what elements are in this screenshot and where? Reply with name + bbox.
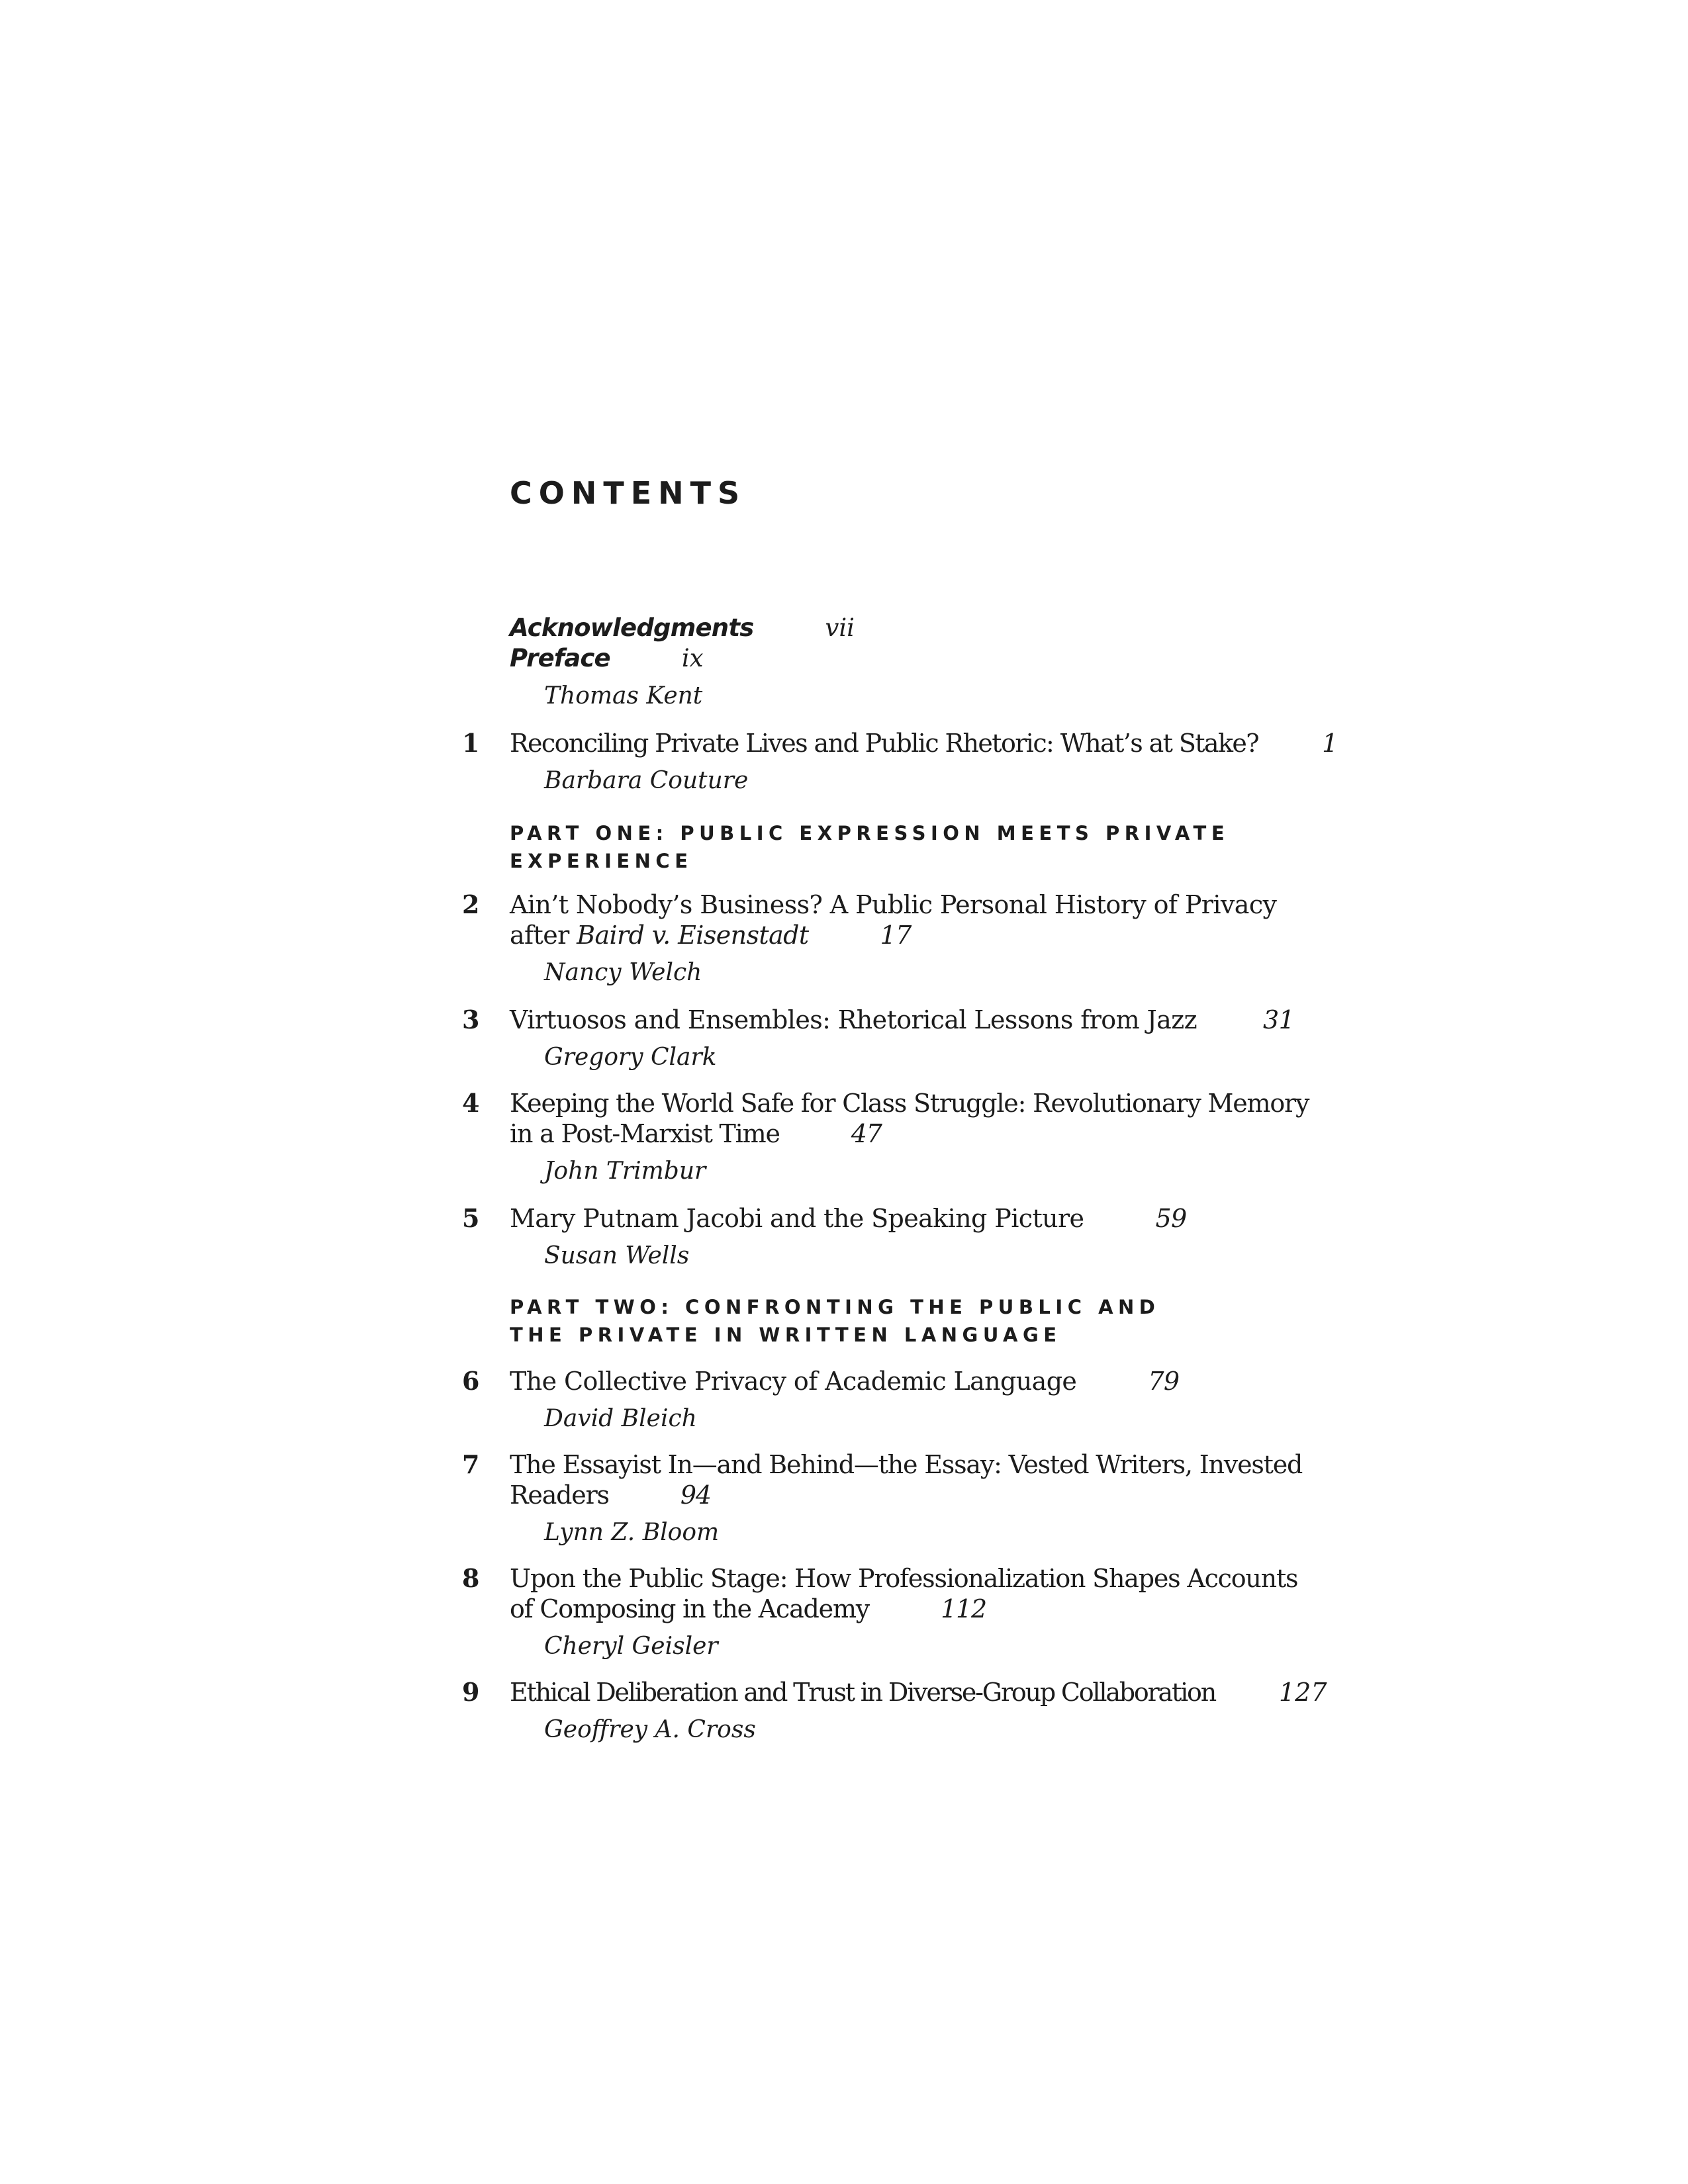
toc-entry-chapter-5[interactable] [510, 1203, 1278, 1234]
entry-title: Reconciling Private Lives and Public Rhetoric: What’s at Stake? [510, 729, 1259, 758]
contents-heading: CONTENTS [510, 475, 747, 511]
entry-author: John Trimbur [544, 1158, 706, 1185]
toc-entry-chapter-6[interactable] [510, 1366, 1278, 1396]
page-number: ix [681, 644, 704, 672]
toc-entry-preface[interactable] [510, 643, 704, 674]
entry-title: Mary Putnam Jacobi and the Speaking Picture [510, 1204, 1084, 1233]
page-number: 31 [1263, 1005, 1295, 1034]
entry-title: Virtuosos and Ensembles: Rhetorical Lessons from Jazz [510, 1005, 1197, 1034]
entry-title-text: in a Post-Marxist Time [510, 1119, 780, 1148]
page-number: 94 [680, 1480, 711, 1510]
toc-entry-chapter-2[interactable] [510, 889, 1278, 950]
chapter-number: 9 [462, 1677, 480, 1707]
toc-entry-acknowledgments[interactable] [510, 613, 855, 643]
entry-title-line [510, 1480, 1278, 1510]
page-number: 1 [1322, 729, 1337, 758]
part-heading-line: PART TWO: CONFRONTING THE PUBLIC AND [510, 1296, 1160, 1318]
case-name: Baird v. Eisenstadt [577, 921, 809, 950]
page-number: 59 [1155, 1204, 1187, 1233]
entry-title-line: Keeping the World Safe for Class Struggle: Revolutionary Memory [510, 1089, 1309, 1118]
chapter-number: 7 [462, 1449, 480, 1479]
page-number: 17 [880, 921, 912, 950]
page-number: 79 [1148, 1367, 1180, 1396]
entry-title: The Collective Privacy of Academic Language [510, 1367, 1077, 1396]
toc-entry-chapter-4[interactable] [510, 1088, 1309, 1149]
part-one-heading [510, 819, 1230, 875]
entry-author: Cheryl Geisler [544, 1633, 718, 1660]
entry-title-line [510, 1594, 1278, 1624]
entry-title-line: The Essayist In—and Behind—the Essay: Vested Writers, Invested [510, 1450, 1303, 1479]
entry-author: Thomas Kent [544, 682, 703, 709]
entry-author: Gregory Clark [544, 1044, 717, 1071]
entry-title-line: Ain’t Nobody’s Business? A Public Personal History of Privacy [510, 890, 1277, 919]
entry-title-text: of Composing in the Academy [510, 1594, 870, 1623]
entry-title: Preface [510, 644, 610, 672]
chapter-number: 6 [462, 1366, 480, 1396]
chapter-number: 8 [462, 1563, 480, 1593]
entry-title-line: Upon the Public Stage: How Professionalization Shapes Accounts [510, 1564, 1298, 1593]
entry-title-line [510, 1118, 1278, 1149]
entry-title-line [510, 920, 1278, 950]
entry-title: Acknowledgments [510, 614, 754, 642]
entry-title: Ethical Deliberation and Trust in Diverse-Group Collaboration [510, 1678, 1215, 1707]
entry-author: Barbara Couture [544, 767, 749, 794]
entry-author: Susan Wells [544, 1242, 690, 1269]
toc-entry-chapter-8[interactable] [510, 1563, 1298, 1624]
page-number: 112 [941, 1594, 986, 1623]
chapter-number: 2 [462, 889, 480, 919]
entry-author: David Bleich [544, 1405, 697, 1432]
entry-title-text: Readers [510, 1480, 609, 1510]
toc-entry-chapter-9[interactable] [510, 1677, 1327, 1707]
entry-title-text: after [510, 921, 577, 950]
page-number: 127 [1279, 1678, 1327, 1707]
entry-author: Lynn Z. Bloom [544, 1519, 720, 1546]
chapter-number: 4 [462, 1088, 480, 1118]
chapter-number: 1 [462, 728, 480, 758]
page-number: vii [825, 614, 855, 642]
chapter-number: 5 [462, 1203, 480, 1233]
entry-author: Geoffrey A. Cross [544, 1716, 756, 1743]
page-number: 47 [851, 1119, 882, 1148]
chapter-number: 3 [462, 1005, 480, 1034]
entry-author: Nancy Welch [544, 959, 702, 986]
part-heading-line: PART ONE: PUBLIC EXPRESSION MEETS PRIVATE [510, 822, 1230, 844]
part-two-heading [510, 1293, 1172, 1349]
part-heading-line: EXPERIENCE [510, 850, 693, 872]
toc-entry-chapter-1[interactable] [510, 728, 1337, 758]
toc-entry-chapter-7[interactable] [510, 1449, 1303, 1510]
part-heading-line: THE PRIVATE IN WRITTEN LANGUAGE [510, 1324, 1062, 1346]
toc-entry-chapter-3[interactable] [510, 1005, 1295, 1035]
